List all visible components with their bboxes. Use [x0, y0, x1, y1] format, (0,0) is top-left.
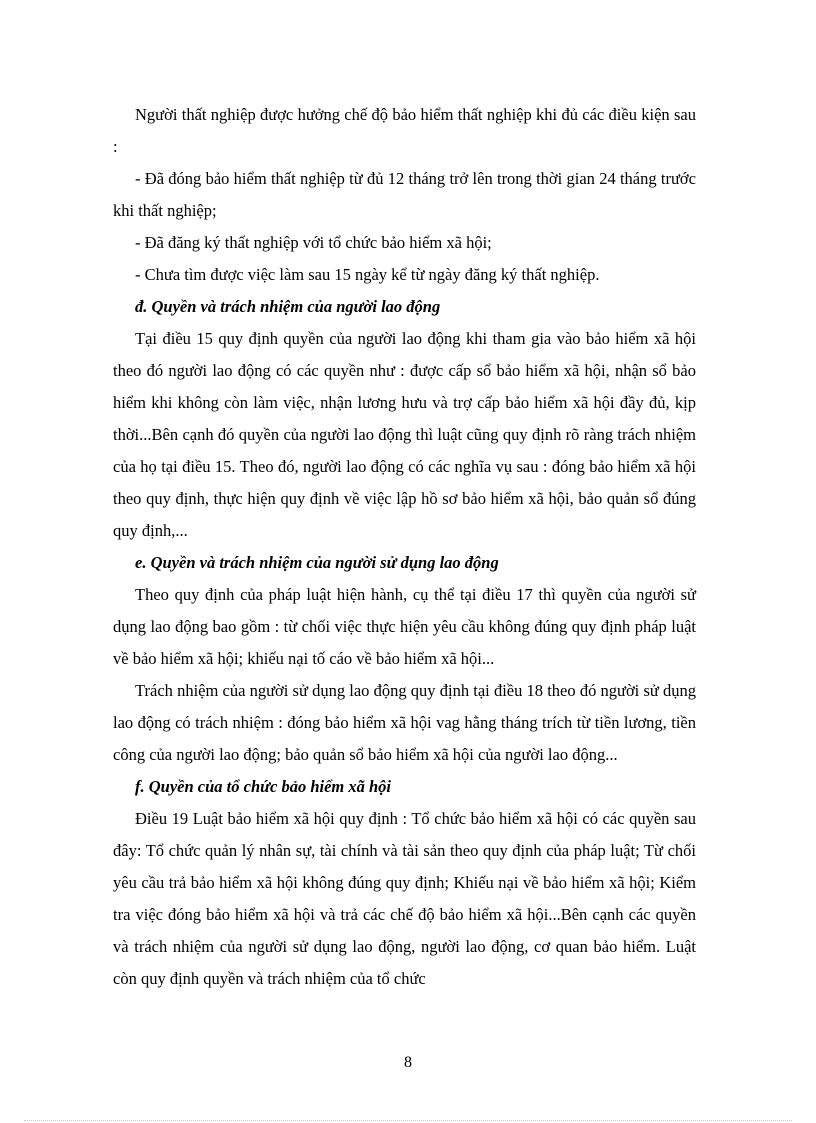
paragraph-employer-duties: Trách nhiệm của người sử dụng lao động quy định tại điều 18 theo đó người sử dụng lao động có trách nhiệm : đóng bảo hiểm xã hội vag hằng tháng trích từ tiền lương, tiền công của người lao động; bảo quản sổ bảo hiểm xã hội của người lao động...: [113, 681, 696, 764]
section-heading-worker-rights: đ. Quyền và trách nhiệm của người lao động: [135, 297, 441, 316]
page-bottom-divider: [24, 1120, 792, 1121]
section-heading-insurer-rights: f. Quyền của tổ chức bảo hiểm xã hội: [135, 777, 392, 796]
paragraph-insurer-rights: Điều 19 Luật bảo hiểm xã hội quy định : Tổ chức bảo hiểm xã hội có các quyền sau đây: Tổ chức quản lý nhân sự, tài chính và tài sản theo quy định của pháp luật; Từ chối yêu cầu trả bảo hiểm xã hội không đúng quy định; Khiếu nại về bảo hiểm xã hội; Kiểm tra việc đóng bảo hiểm xã hội và trả các chế độ bảo hiểm xã hội...Bên cạnh các quyền và trách nhiệm của người sử dụng lao động, người lao động, cơ quan bảo hiểm. Luật còn quy định quyền và trách nhiệm của tổ chức: [113, 809, 696, 988]
paragraph-unemployment-conditions: Người thất nghiệp được hưởng chế độ bảo hiểm thất nghiệp khi đủ các điều kiện sau :: [113, 105, 696, 156]
list-item-contribution: - Đã đóng bảo hiểm thất nghiệp từ đủ 12 tháng trở lên trong thời gian 24 tháng trước khi thất nghiệp;: [113, 169, 696, 220]
list-item-registration: - Đã đăng ký thất nghiệp với tổ chức bảo hiểm xã hội;: [135, 233, 492, 252]
list-item-no-job: - Chưa tìm được việc làm sau 15 ngày kể từ ngày đăng ký thất nghiệp.: [135, 265, 600, 284]
page-number: 8: [404, 1054, 412, 1071]
paragraph-employer-rights: Theo quy định của pháp luật hiện hành, cụ thể tại điều 17 thì quyền của người sử dụng lao động bao gồm : từ chối việc thực hiện yêu cầu không đúng quy định pháp luật về bảo hiểm xã hội; khiếu nại tố cáo về bảo hiểm xã hội...: [113, 585, 696, 668]
paragraph-worker-rights: Tại điều 15 quy định quyền của người lao động khi tham gia vào bảo hiểm xã hội theo đó người lao động có các quyền như : được cấp sổ bảo hiểm xã hội, nhận sổ bảo hiểm khi không còn làm việc, nhận lương hưu và trợ cấp bảo hiểm xã hội đầy đủ, kịp thời...Bên cạnh đó quyền của người lao động thì luật cũng quy định rõ ràng trách nhiệm của họ tại điều 15. Theo đó, người lao động có các nghĩa vụ sau : đóng bảo hiểm xã hội theo quy định, thực hiện quy định về việc lập hồ sơ bảo hiểm xã hội, bảo quản sổ đúng quy định,...: [113, 329, 696, 540]
document-body: [113, 99, 696, 995]
section-heading-employer-rights: e. Quyền và trách nhiệm của người sử dụng lao động: [135, 553, 499, 572]
